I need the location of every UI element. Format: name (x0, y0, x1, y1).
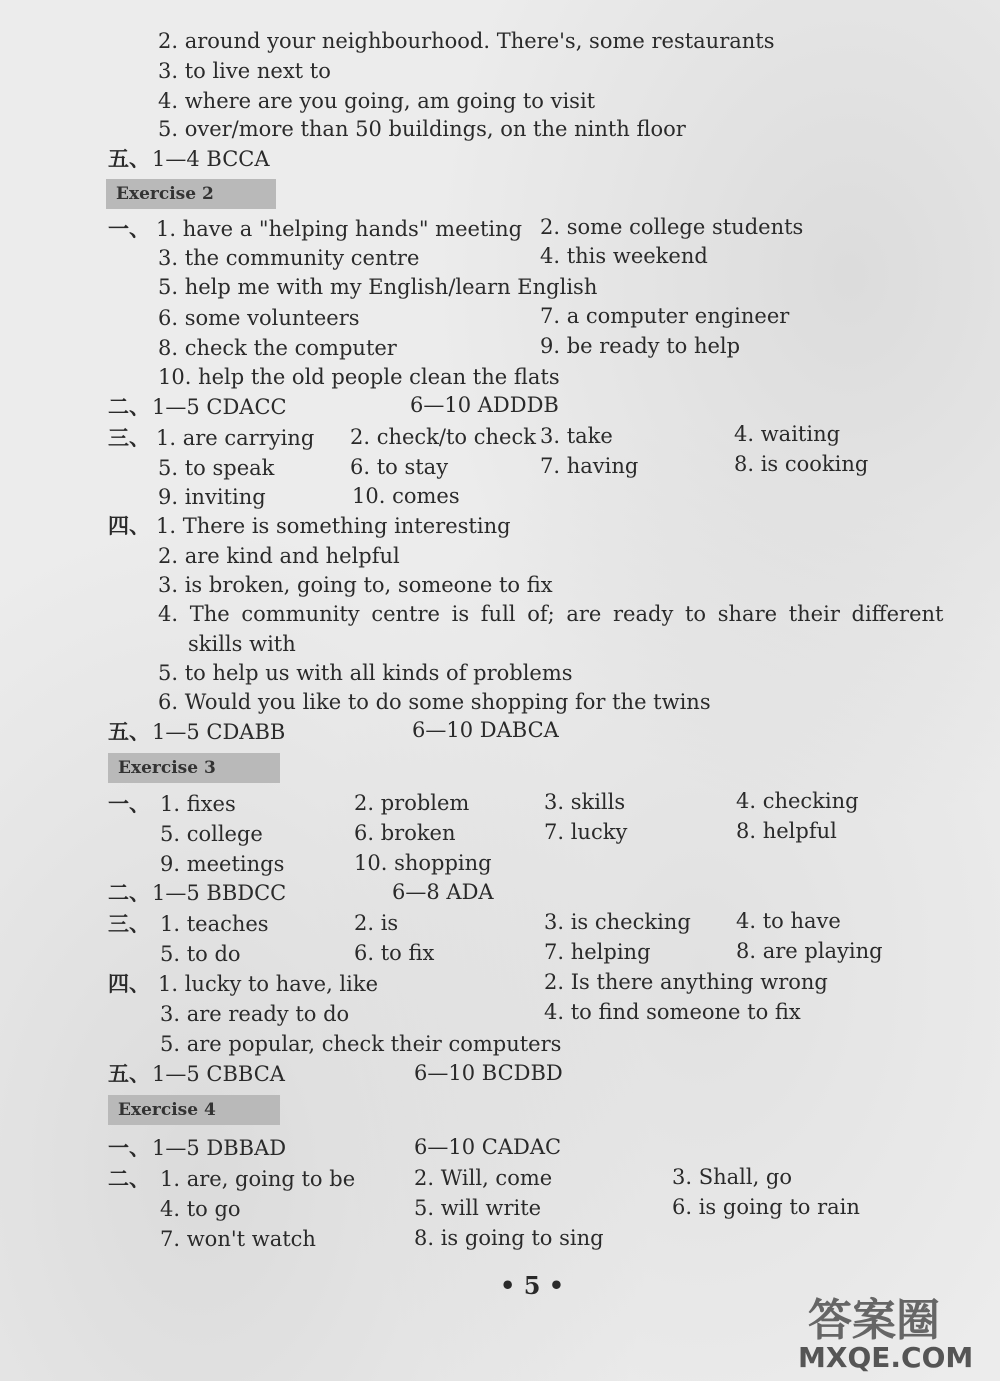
exercise-heading: Exercise 3 (108, 753, 280, 783)
answer-line: 9. be ready to help (540, 334, 741, 358)
answer-line: 6. is going to rain (672, 1195, 860, 1219)
answer-line: 1—4 BCCA (152, 147, 270, 171)
answer-line: 6. Would you like to do some shopping for the twins (158, 690, 711, 714)
answer-line: 3. are ready to do (160, 1002, 350, 1026)
answer-line: 2. is (354, 911, 399, 935)
answer-line: 1—5 DBBAD (152, 1136, 287, 1160)
answer-line: 3. skills (544, 790, 626, 814)
answer-line: 5. college (160, 822, 263, 846)
answer-line: 3. take (540, 424, 613, 448)
answer-line: 6—10 ADDDB (410, 393, 559, 417)
site-watermark-logo (788, 1293, 988, 1373)
section-marker: 一、 (108, 216, 150, 241)
answer-line: 2. Is there anything wrong (544, 970, 828, 994)
answer-line: 4. to find someone to fix (544, 1000, 801, 1024)
answer-line: 5. to help us with all kinds of problems (158, 661, 573, 685)
answer-line: skills with (188, 632, 296, 656)
answer-line: 2. check/to check (350, 425, 536, 449)
answer-line: 8. check the computer (158, 336, 397, 360)
answer-line: 8. helpful (736, 819, 837, 843)
answer-line: 3. is checking (544, 910, 691, 934)
answer-line: 3. to live next to (158, 59, 331, 83)
answer-line: 4. The community centre is full of; are ready to share their different (158, 602, 944, 626)
answer-line: 6—10 DABCA (412, 718, 559, 742)
answer-line: 5. to speak (158, 456, 275, 480)
answer-line: 1. are carrying (156, 426, 315, 450)
answer-line: 1. lucky to have, like (158, 972, 379, 996)
answer-line: 1—5 CBBCA (152, 1062, 285, 1086)
section-marker: 三、 (108, 911, 150, 936)
section-marker: 二、 (108, 1166, 150, 1191)
answer-line: 10. comes (352, 484, 460, 508)
answer-line: 3. is broken, going to, someone to fix (158, 573, 553, 597)
section-marker: 一、 (108, 1135, 150, 1160)
answer-line: 2. some college students (540, 215, 804, 239)
answer-line: 7. a computer engineer (540, 304, 790, 328)
answer-line: 2. Will, come (414, 1166, 553, 1190)
answer-line: 4. checking (736, 789, 859, 813)
exercise-heading: Exercise 4 (108, 1095, 280, 1125)
watermark-bottom-text: MXQE.COM (798, 1341, 974, 1373)
section-marker: 五、 (108, 1061, 150, 1086)
answer-line: 5. over/more than 50 buildings, on the ninth floor (158, 117, 686, 141)
answer-line: 6. to stay (350, 455, 449, 479)
section-marker: 四、 (108, 513, 150, 538)
section-marker: 二、 (108, 394, 150, 419)
answer-line: 7. lucky (544, 820, 628, 844)
answer-line: 6—10 CADAC (414, 1135, 562, 1159)
answer-line: 10. help the old people clean the flats (158, 365, 560, 389)
section-marker: 三、 (108, 425, 150, 450)
answer-line: 6. some volunteers (158, 306, 360, 330)
answer-line: 4. where are you going, am going to visit (158, 89, 596, 113)
page-number: • 5 • (500, 1271, 565, 1300)
answer-line: 5. are popular, check their computers (160, 1032, 562, 1056)
answer-line: 5. help me with my English/learn English (158, 275, 598, 299)
answer-line: 6—8 ADA (392, 880, 494, 904)
answer-line: 1—5 CDACC (152, 395, 287, 419)
answer-line: 8. are playing (736, 939, 883, 963)
answer-line: 6. to fix (354, 941, 435, 965)
answer-line: 1. are, going to be (160, 1167, 356, 1191)
answer-line: 5. to do (160, 942, 241, 966)
watermark-top-text: 答案圈 (808, 1295, 940, 1346)
answer-line: 1—5 BBDCC (152, 881, 287, 905)
answer-line: 8. is cooking (734, 452, 869, 476)
answer-line: 4. waiting (734, 422, 841, 446)
section-marker: 一、 (108, 791, 150, 816)
answer-line: 5. will write (414, 1196, 542, 1220)
answer-line: 2. problem (354, 791, 470, 815)
answer-line: 2. are kind and helpful (158, 544, 400, 568)
answer-line: 9. meetings (160, 852, 285, 876)
answer-line: 7. having (540, 454, 639, 478)
answer-line: 4. to have (736, 909, 841, 933)
section-marker: 五、 (108, 719, 150, 744)
section-marker: 四、 (108, 971, 150, 996)
answer-line: 2. around your neighbourhood. There's, some restaurants (158, 29, 775, 53)
answer-line: 4. this weekend (540, 244, 708, 268)
answer-line: 6. broken (354, 821, 456, 845)
answer-line: 7. won't watch (160, 1227, 316, 1251)
answer-line: 4. to go (160, 1197, 241, 1221)
answer-line: 1. teaches (160, 912, 269, 936)
section-marker: 二、 (108, 880, 150, 905)
answer-line: 9. inviting (158, 485, 266, 509)
section-marker: 五、 (108, 146, 150, 171)
answer-line: 3. Shall, go (672, 1165, 793, 1189)
answer-line: 10. shopping (354, 851, 492, 875)
answer-line: 1. There is something interesting (156, 514, 511, 538)
answer-line: 1. have a "helping hands" meeting (156, 217, 523, 241)
answer-line: 1—5 CDABB (152, 720, 286, 744)
answer-line: 1. fixes (160, 792, 236, 816)
answer-line: 8. is going to sing (414, 1226, 604, 1250)
answer-line: 6—10 BCDBD (414, 1061, 563, 1085)
answer-line: 7. helping (544, 940, 651, 964)
answer-line: 3. the community centre (158, 246, 420, 270)
exercise-heading: Exercise 2 (106, 179, 276, 209)
